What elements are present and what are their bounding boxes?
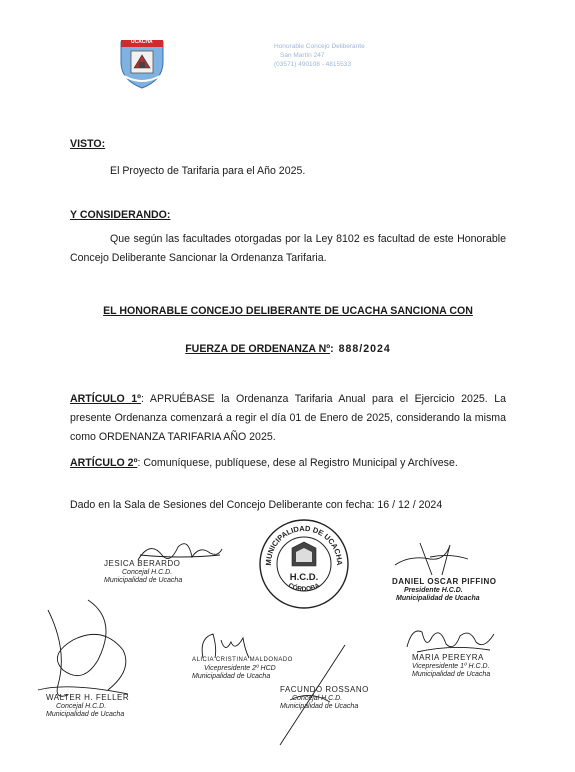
institution-phone: (03571) 490108 - 4815533 <box>274 61 351 68</box>
signature-piffino <box>392 578 497 604</box>
seal-top-text: MUNICIPALIDAD DE UCACHA <box>263 523 345 566</box>
signatory-role: Concejal H.C.D. <box>122 568 173 576</box>
sanciona-line2 <box>70 340 506 359</box>
signatory-name: JESICA BERARDO <box>104 559 181 568</box>
signatory-role: Concejal H.C.D. <box>56 702 107 710</box>
signature-feller <box>46 694 129 720</box>
articulo-1-label: ARTÍCULO 1º <box>70 393 142 405</box>
articulo-2-label: ARTÍCULO 2º <box>70 457 138 469</box>
signature-berardo <box>104 560 182 586</box>
signatory-role: Vicepresidente 2º HCD <box>204 664 276 672</box>
considerando-text: Que según las facultades otorgadas por la Ley 8102 es facultad de este Honorable Concejo Deliberante Sancionar la Ordenanza Tarifaria. <box>70 233 506 264</box>
sanciona-line2-label: FUERZA DE ORDENANZA Nº <box>185 343 331 355</box>
considerando-heading: Y CONSIDERANDO: <box>70 209 171 221</box>
signatory-name: MARIA PEREYRA <box>412 653 484 662</box>
articulo-2 <box>70 454 506 473</box>
institution-name: Honorable Concejo Deliberante <box>274 43 365 50</box>
dado-text: Dado en la Sala de Sesiones del Concejo Deliberante con fecha: 16 / 12 / 2024 <box>70 499 443 511</box>
header-info <box>274 42 365 69</box>
signatory-role: Vicepresidente 1º H.C.D. <box>412 662 490 670</box>
signatory-org: Municipalidad de Ucacha <box>396 595 480 602</box>
seal-bottom-text: CÓRDOBA <box>287 582 321 594</box>
signatory-role: Concejal H.C.D. <box>292 694 343 702</box>
signature-rossano <box>280 686 369 712</box>
signatory-role: Presidente H.C.D. <box>404 586 463 594</box>
signatory-name: ALICIA CRISTINA MALDONADO <box>192 657 293 663</box>
ordinance-number: : 888/2024 <box>330 343 391 355</box>
signatory-name: DANIEL OSCAR PIFFINO <box>392 577 497 586</box>
articulo-2-text: : Comuníquese, publíquese, dese al Registro Municipal y Archívese. <box>137 457 458 469</box>
seal-center-text: H.C.D. <box>289 572 319 583</box>
logo-text: UCACHA <box>131 39 153 45</box>
signature-scribble-pereyra <box>402 622 497 657</box>
svg-text:CÓRDOBA <box>287 582 321 593</box>
signatory-org: Municipalidad de Ucacha <box>104 577 183 584</box>
visto-text: El Proyecto de Tarifaria para el Año 2025. <box>110 165 306 177</box>
articulo-1 <box>70 390 506 447</box>
signatory-org: Municipalidad de Ucacha <box>280 703 359 710</box>
hcd-seal <box>258 518 350 610</box>
signatory-name: FACUNDO ROSSANO <box>280 685 369 694</box>
signatory-org: Municipalidad de Ucacha <box>412 671 491 678</box>
signatory-org: Municipalidad de Ucacha <box>46 711 125 718</box>
signatory-name: WALTER H. FELLER <box>46 693 130 702</box>
visto-heading: VISTO: <box>70 138 106 150</box>
articulo-1-text: : APRUÉBASE la Ordenanza Tarifaria Anual para el Ejercicio 2025. La presente Ordenanza comenzará a regir el día 01 de Enero de 2025, considerando la misma como ORDENANZA TARIFARIA AÑO 2025. <box>70 393 506 443</box>
sanciona-line1: EL HONORABLE CONCEJO DELIBERANTE DE UCACHA SANCIONA CON <box>103 305 473 317</box>
signature-scribble-piffino <box>390 535 470 580</box>
institution-address: San Martín 247 <box>280 52 325 59</box>
signature-pereyra <box>412 654 490 680</box>
signature-scribble-feller <box>28 590 138 710</box>
signatory-org: Municipalidad de Ucacha <box>192 673 271 680</box>
